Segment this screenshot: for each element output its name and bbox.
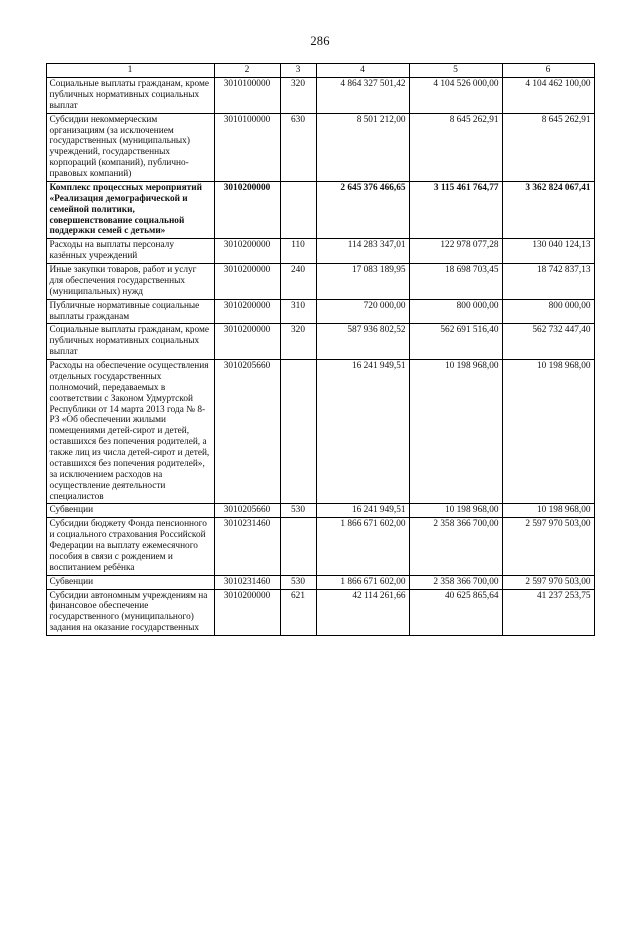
row-value-4: 16 241 949,51 xyxy=(316,504,409,518)
row-value-6: 4 104 462 100,00 xyxy=(502,78,594,114)
row-code: 3010200000 xyxy=(214,299,280,324)
row-name: Субсидии бюджету Фонда пенсионного и социального страхования Российской Федерации на выплату ежемесячного пособия в связи с рождением и воспитанием ребёнка xyxy=(46,518,214,575)
table-row xyxy=(46,78,594,114)
row-name: Расходы на обеспечение осуществления отдельных государственных полномочий, передаваемых в соответствии с Законом Удмуртской Республики от 14 марта 2013 года № 8-РЗ «Об обеспечении жилыми помещениями детей-сирот и детей, оставшихся без попечения родителей, а также лиц из числа детей-сирот и детей, оставшихся без попечения родителей», за исключением расходов на осуществление деятельности специалистов xyxy=(46,360,214,504)
row-type: 621 xyxy=(280,589,316,636)
row-name: Субвенции xyxy=(46,575,214,589)
row-value-4: 16 241 949,51 xyxy=(316,360,409,504)
row-value-4: 2 645 376 466,65 xyxy=(316,181,409,238)
row-type: 630 xyxy=(280,113,316,181)
column-header-3: 3 xyxy=(280,64,316,78)
table-header-row xyxy=(46,64,594,78)
row-name: Социальные выплаты гражданам, кроме публичных нормативных социальных выплат xyxy=(46,324,214,360)
row-name: Расходы на выплаты персоналу казённых учреждений xyxy=(46,239,214,264)
row-value-6: 800 000,00 xyxy=(502,299,594,324)
column-header-6: 6 xyxy=(502,64,594,78)
table-row xyxy=(46,589,594,636)
row-type: 240 xyxy=(280,264,316,300)
row-type xyxy=(280,181,316,238)
page-number: 286 xyxy=(310,34,330,48)
row-type xyxy=(280,360,316,504)
budget-table xyxy=(46,63,595,636)
table-row xyxy=(46,239,594,264)
row-name: Субвенции xyxy=(46,504,214,518)
row-code: 3010205660 xyxy=(214,360,280,504)
row-value-5: 562 691 516,40 xyxy=(409,324,502,360)
row-value-5: 122 978 077,28 xyxy=(409,239,502,264)
document-page xyxy=(0,34,640,939)
row-value-6: 8 645 262,91 xyxy=(502,113,594,181)
row-type: 320 xyxy=(280,324,316,360)
row-name: Иные закупки товаров, работ и услуг для обеспечения государственных (муниципальных) нужд xyxy=(46,264,214,300)
row-value-4: 1 866 671 602,00 xyxy=(316,518,409,575)
row-code: 3010205660 xyxy=(214,504,280,518)
row-code: 3010231460 xyxy=(214,575,280,589)
row-name: Комплекс процессных мероприятий «Реализация демографической и семейной политики, совершенствование социальной поддержки семей с детьми» xyxy=(46,181,214,238)
row-value-6: 130 040 124,13 xyxy=(502,239,594,264)
row-value-5: 2 358 366 700,00 xyxy=(409,575,502,589)
row-value-5: 10 198 968,00 xyxy=(409,360,502,504)
row-value-4: 4 864 327 501,42 xyxy=(316,78,409,114)
column-header-2: 2 xyxy=(214,64,280,78)
row-code: 3010200000 xyxy=(214,181,280,238)
row-value-4: 8 501 212,00 xyxy=(316,113,409,181)
table-row xyxy=(46,518,594,575)
table-row xyxy=(46,324,594,360)
row-value-6: 41 237 253,75 xyxy=(502,589,594,636)
row-type: 530 xyxy=(280,504,316,518)
row-code: 3010200000 xyxy=(214,589,280,636)
row-type: 310 xyxy=(280,299,316,324)
row-type: 530 xyxy=(280,575,316,589)
row-value-4: 17 083 189,95 xyxy=(316,264,409,300)
row-value-5: 40 625 865,64 xyxy=(409,589,502,636)
row-code: 3010200000 xyxy=(214,324,280,360)
column-header-5: 5 xyxy=(409,64,502,78)
row-name: Публичные нормативные социальные выплаты гражданам xyxy=(46,299,214,324)
row-code: 3010200000 xyxy=(214,264,280,300)
row-value-6: 3 362 824 067,41 xyxy=(502,181,594,238)
row-name: Субсидии некоммерческим организациям (за исключением государственных (муниципальных) учреждений, государственных корпораций (компаний), публично-правовых компаний) xyxy=(46,113,214,181)
table-row xyxy=(46,113,594,181)
row-name: Субсидии автономным учреждениям на финансовое обеспечение государственного (муниципального) задания на оказание государственных xyxy=(46,589,214,636)
row-value-4: 114 283 347,01 xyxy=(316,239,409,264)
row-value-5: 8 645 262,91 xyxy=(409,113,502,181)
row-value-6: 10 198 968,00 xyxy=(502,360,594,504)
row-code: 3010231460 xyxy=(214,518,280,575)
table-row xyxy=(46,264,594,300)
row-code: 3010100000 xyxy=(214,78,280,114)
table-row xyxy=(46,575,594,589)
row-value-5: 4 104 526 000,00 xyxy=(409,78,502,114)
row-type xyxy=(280,518,316,575)
row-value-5: 18 698 703,45 xyxy=(409,264,502,300)
row-value-6: 2 597 970 503,00 xyxy=(502,518,594,575)
table-row xyxy=(46,181,594,238)
row-type: 320 xyxy=(280,78,316,114)
row-value-5: 2 358 366 700,00 xyxy=(409,518,502,575)
row-value-4: 1 866 671 602,00 xyxy=(316,575,409,589)
row-code: 3010100000 xyxy=(214,113,280,181)
table-header xyxy=(46,64,594,78)
row-value-5: 800 000,00 xyxy=(409,299,502,324)
row-type: 110 xyxy=(280,239,316,264)
row-value-6: 562 732 447,40 xyxy=(502,324,594,360)
row-value-4: 720 000,00 xyxy=(316,299,409,324)
row-value-4: 587 936 802,52 xyxy=(316,324,409,360)
column-header-1: 1 xyxy=(46,64,214,78)
table-row xyxy=(46,299,594,324)
row-value-5: 3 115 461 764,77 xyxy=(409,181,502,238)
row-value-6: 10 198 968,00 xyxy=(502,504,594,518)
row-value-5: 10 198 968,00 xyxy=(409,504,502,518)
row-value-4: 42 114 261,66 xyxy=(316,589,409,636)
table-body xyxy=(46,78,594,636)
column-header-4: 4 xyxy=(316,64,409,78)
table-row xyxy=(46,504,594,518)
table-row xyxy=(46,360,594,504)
row-name: Социальные выплаты гражданам, кроме публичных нормативных социальных выплат xyxy=(46,78,214,114)
row-value-6: 2 597 970 503,00 xyxy=(502,575,594,589)
row-code: 3010200000 xyxy=(214,239,280,264)
row-value-6: 18 742 837,13 xyxy=(502,264,594,300)
